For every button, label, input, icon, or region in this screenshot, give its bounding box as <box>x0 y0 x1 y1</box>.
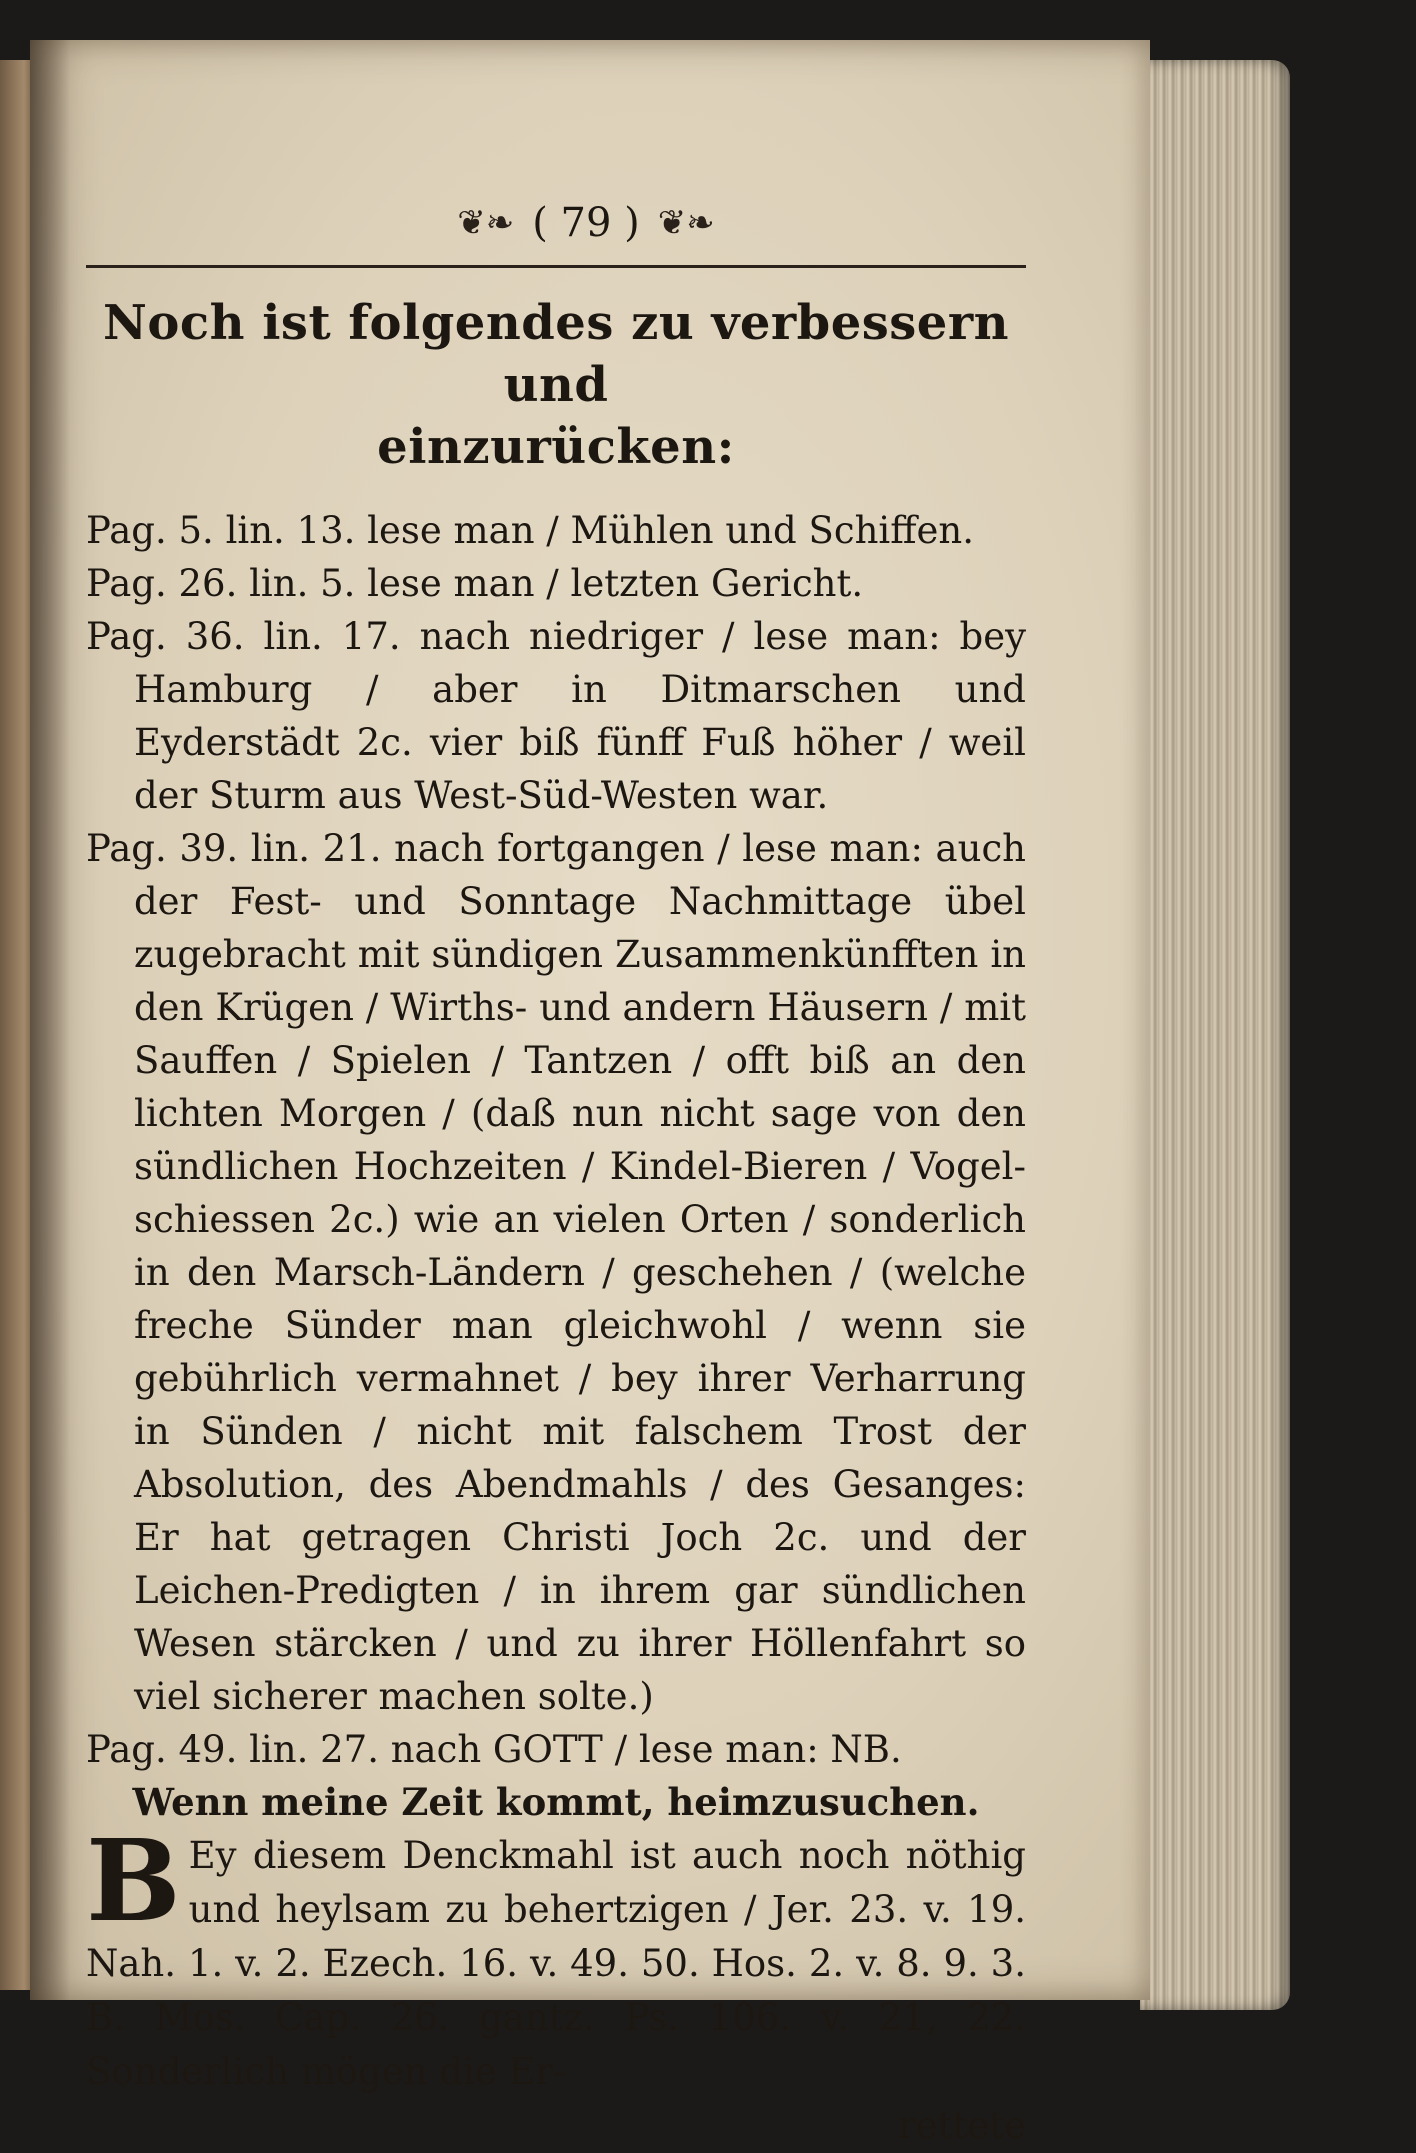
header-rule <box>86 265 1026 268</box>
ornament-left-icon: ❦❧ <box>457 203 515 243</box>
drop-capital: B <box>86 1816 181 1947</box>
gutter-shadow <box>30 40 70 2000</box>
errata-entry: Pag. 39. lin. 21. nach fortgangen / lese man: auch der Fest- und Sonntage Nachmittage übel zugebracht mit sündigen Zusammenkünfften in den Krügen / Wirths- und andern Häusern / mit Sauffen / Spielen / Tantzen / offt biß an den lichten Morgen / (daß nun nicht sage von den sündlichen Hochzeiten / Kindel-Bieren / Vogel-schiessen 2c.) wie an vielen Orten / sonderlich in den Marsch-Ländern / geschehen / (welche freche Sünder man gleichwohl / wenn sie gebührlich vermahnet / bey ihrer Verharrung in Sünden / nicht mit falschem Trost der Absolution, des Abendmahls / des Gesanges: Er hat getragen Christi Joch 2c. und der Leichen-Predigten / in ihrem gar sündlichen Wesen stärcken / und zu ihrer Höllenfahrt so viel sicherer machen solte.) <box>86 827 1026 1718</box>
page-header <box>146 195 1026 251</box>
closing-paragraph <box>86 1816 1026 2099</box>
book-page <box>30 40 1150 2147</box>
book <box>0 40 1290 2147</box>
title-line-2: einzurücken: <box>377 419 735 475</box>
errata-entry: Pag. 49. lin. 27. nach GOTT / lese man: NB. <box>86 1728 902 1771</box>
closing-text: Ey diesem Denckmahl ist auch noch nöthig und heylsam zu behertzigen / Jer. 23. v. 19. Nah. 1. v. 2. Ezech. 16. v. 49. 50. Hos. 2. v. 8. 9. 3. B. Mos. Cap. 26. gantz. Ps. 106. v. 21, 22. Sonderlich mögen die Er- <box>86 1834 1026 2093</box>
errata-entry: Pag. 36. lin. 17. nach niedriger / lese man: bey Hamburg / aber in Ditmarschen und Eyderstädt 2c. vier biß fünff Fuß höher / weil der Sturm aus West-Süd-Westen war. <box>86 615 1026 817</box>
page-content <box>86 195 1026 2153</box>
title-line-1: Noch ist folgendes zu verbessern und <box>102 295 1010 413</box>
page-stack-edge <box>1140 60 1290 2010</box>
errata-list <box>86 504 1026 1776</box>
section-title <box>86 292 1026 478</box>
errata-entry: Pag. 5. lin. 13. lese man / Mühlen und Schiffen. <box>86 509 974 552</box>
ornament-right-icon: ❦❧ <box>657 203 715 243</box>
bold-line: Wenn meine Zeit kommt, heimzusuchen. <box>132 1780 980 1824</box>
catchword: rettete <box>898 2104 1026 2147</box>
page-number: ( 79 ) <box>532 200 640 246</box>
errata-entry: Pag. 26. lin. 5. lese man / letzten Gericht. <box>86 562 864 605</box>
